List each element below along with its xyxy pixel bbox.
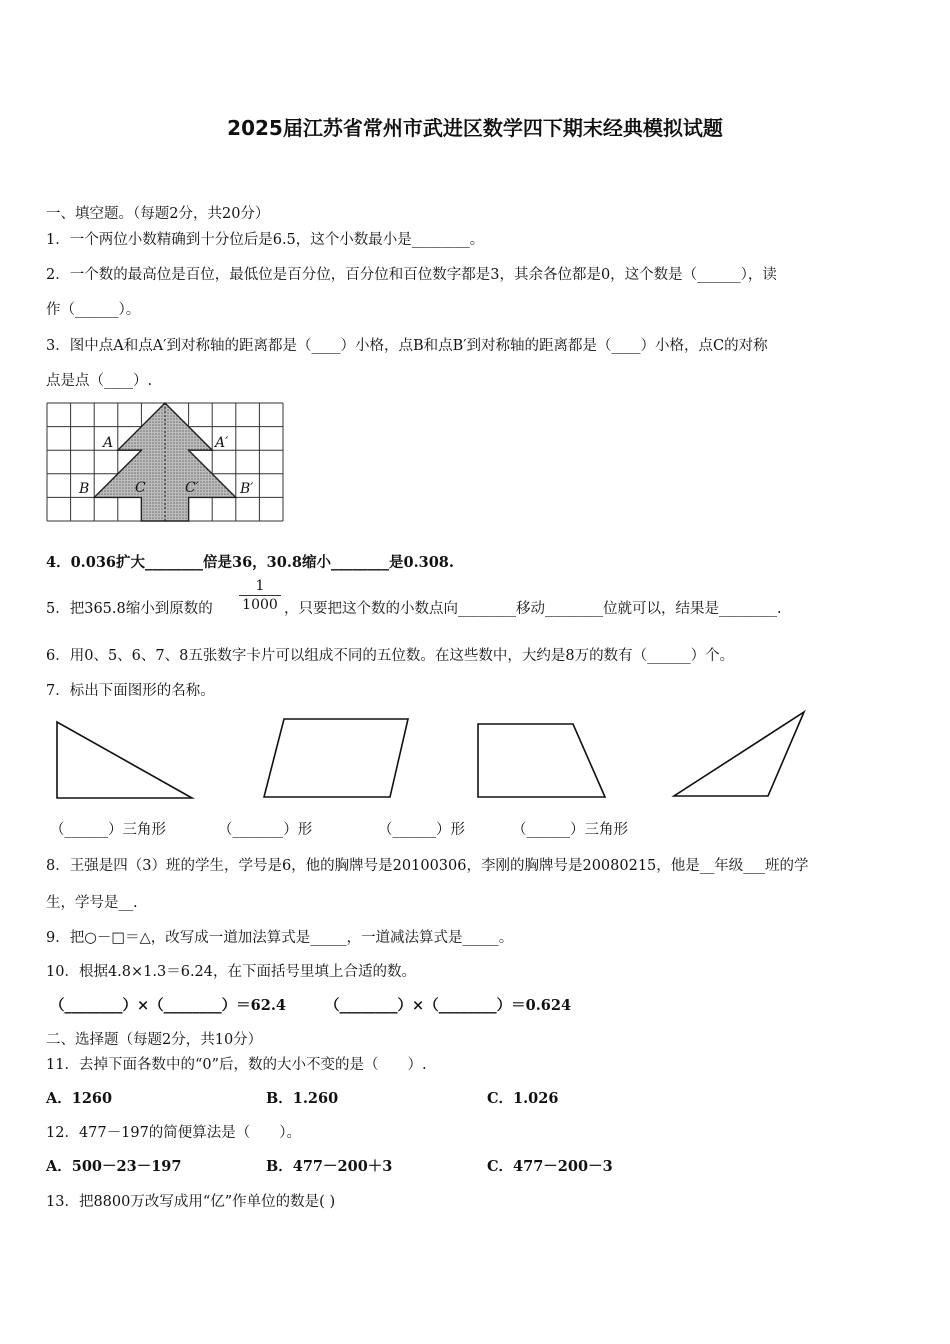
symmetry-grid-figure — [47, 403, 285, 523]
question-7: 7．标出下面图形的名称。 — [46, 683, 215, 699]
question-3-line-2: 点是点（____）. — [46, 373, 153, 389]
question-11-option-a[interactable]: A．1260 — [46, 1090, 113, 1107]
question-12-option-c[interactable]: C．477－200－3 — [487, 1158, 613, 1175]
question-5-prefix: 5．把365.8缩小到原数的 — [46, 601, 213, 617]
question-12-option-b[interactable]: B．477－200＋3 — [266, 1158, 393, 1175]
question-11: 11．去掉下面各数中的“0”后，数的大小不变的是（ ）. — [46, 1057, 427, 1073]
page-title: 2025届江苏省常州市武进区数学四下期末经典模拟试题 — [227, 116, 723, 140]
question-5-suffix: ，只要把这个数的小数点向________移动________位就可以，结果是________. — [284, 601, 782, 617]
question-10-equation-2: （________）×（________）＝0.624 — [325, 997, 572, 1014]
fraction-numerator: 1 — [255, 578, 265, 594]
section-1-heading: 一、填空题。（每题2分，共20分） — [46, 206, 270, 222]
fraction-bar — [239, 595, 281, 596]
shape-obtuse-triangle — [670, 710, 808, 800]
section-2-heading: 二、选择题（每题2分，共10分） — [46, 1032, 263, 1048]
label-c-prime: C′ — [185, 480, 199, 496]
question-8-line-2: 生，学号是__. — [46, 895, 138, 911]
question-13: 13．把8800万改写成用“亿”作单位的数是( ) — [46, 1194, 336, 1210]
question-4: 4．0.036扩大________倍是36，30.8缩小________是0.308. — [46, 554, 454, 571]
question-1: 1．一个两位小数精确到十分位后是6.5，这个小数最小是________。 — [46, 232, 485, 248]
fraction-denominator: 1000 — [242, 597, 278, 613]
shape-caption-4: （______）三角形 — [512, 822, 628, 838]
shape-parallelogram — [262, 717, 412, 799]
shape-caption-2: （_______）形 — [218, 822, 313, 838]
question-9: 9．把○－□＝△，改写成一道加法算式是_____，一道减法算式是_____。 — [46, 930, 514, 946]
question-3-line-1: 3．图中点A和点A′到对称轴的距离都是（____）小格，点B和点B′到对称轴的距离都是（____）小格，点C的对称 — [46, 338, 768, 354]
label-a-prime: A′ — [215, 435, 229, 451]
shape-right-triangle — [55, 720, 195, 800]
question-10-equation-1: （________）×（________）＝62.4 — [50, 997, 286, 1014]
shape-trapezoid — [475, 722, 609, 800]
question-10: 10．根据4.8×1.3＝6.24，在下面括号里填上合适的数。 — [46, 964, 417, 980]
question-2-line-2: 作（______）。 — [46, 302, 141, 318]
question-6: 6．用0、5、6、7、8五张数字卡片可以组成不同的五位数。在这些数中，大约是8万的数有（______）个。 — [46, 648, 735, 664]
fraction-one-thousandth — [237, 578, 283, 613]
label-b: B — [79, 481, 90, 497]
label-b-prime: B′ — [240, 481, 254, 497]
label-a: A — [103, 435, 114, 451]
shape-caption-3: （______）形 — [378, 822, 465, 838]
question-8-line-1: 8．王强是四（3）班的学生，学号是6，他的胸牌号是20100306，李刚的胸牌号是20080215，他是__年级___班的学 — [46, 858, 809, 874]
shape-caption-1: （______）三角形 — [50, 822, 166, 838]
question-2-line-1: 2．一个数的最高位是百位，最低位是百分位，百分位和百位数字都是3，其余各位都是0，这个数是（______），读 — [46, 267, 777, 283]
label-c: C — [135, 480, 146, 496]
question-11-option-c[interactable]: C．1.026 — [487, 1090, 559, 1107]
question-12: 12．477－197的简便算法是（ ）。 — [46, 1125, 302, 1141]
question-12-option-a[interactable]: A．500－23－197 — [46, 1158, 182, 1175]
question-11-option-b[interactable]: B．1.260 — [266, 1090, 339, 1107]
